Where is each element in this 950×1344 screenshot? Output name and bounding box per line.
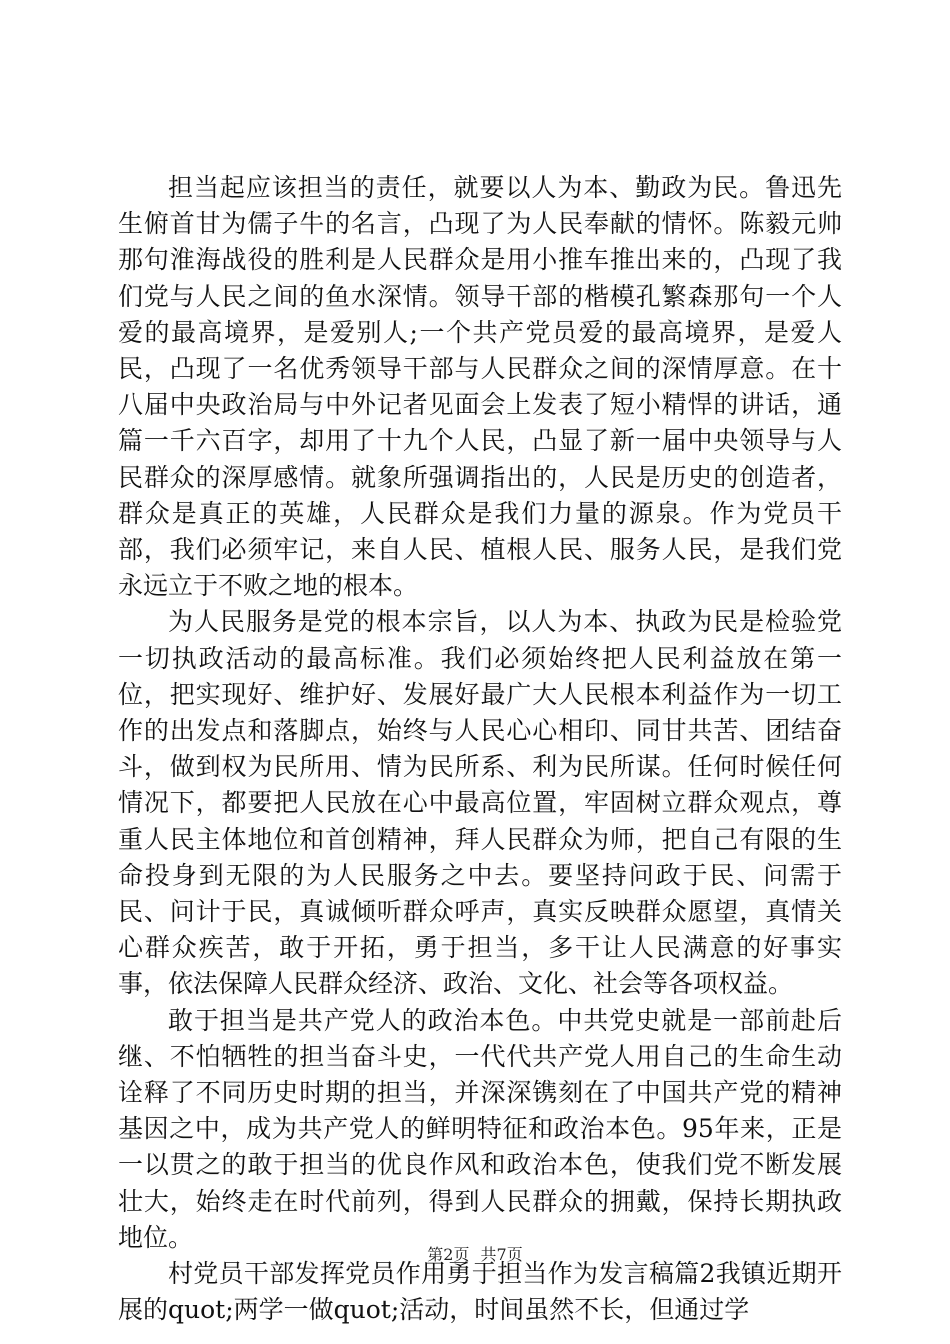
page-total: 共7页 — [480, 1245, 523, 1264]
page-footer — [0, 1245, 950, 1265]
document-body — [118, 170, 842, 1329]
page-number: 第2页 — [427, 1245, 470, 1264]
paragraph-4: 村党员干部发挥党员作用勇于担当作为发言稿篇2我镇近期开展的quot;两学一做quot;活动，时间虽然不长，但通过学 — [118, 1259, 842, 1325]
paragraph-3: 敢于担当是共产党人的政治本色。中共党史就是一部前赴后继、不怕牺牲的担当奋斗史，一代代共产党人用自己的生命生动诠释了不同历史时期的担当，并深深镌刻在了中国共产党的精神基因之中，成为共产党人的鲜明特征和政治本色。95年来，正是一以贯之的敢于担当的优良作风和政治本色，使我们党不断发展壮大，始终走在时代前列，得到人民群众的拥戴，保持长期执政地位。 — [118, 1005, 842, 1252]
paragraph-2: 为人民服务是党的根本宗旨，以人为本、执政为民是检验党一切执政活动的最高标准。我们必须始终把人民利益放在第一位，把实现好、维护好、发展好最广大人民根本利益作为一切工作的出发点和落脚点，始终与人民心心相印、同甘共苦、团结奋斗，做到权为民所用、情为民所系、利为民所谋。任何时候任何情况下，都要把人民放在心中最高位置，牢固树立群众观点，尊重人民主体地位和首创精神，拜人民群众为师，把自己有限的生命投身到无限的为人民服务之中去。要坚持问政于民、问需于民、问计于民，真诚倾听群众呼声，真实反映群众愿望，真情关心群众疾苦，敢于开拓，勇于担当，多干让人民满意的好事实事，依法保障人民群众经济、政治、文化、社会等各项权益。 — [118, 607, 842, 999]
paragraph-1: 担当起应该担当的责任，就要以人为本、勤政为民。鲁迅先生俯首甘为儒子牛的名言，凸现了为人民奉献的情怀。陈毅元帅那句淮海战役的胜利是人民群众是用小推车推出来的，凸现了我们党与人民之间的鱼水深情。领导干部的楷模孔繁森那句一个人爱的最高境界，是爱别人;一个共产党员爱的最高境界，是爱人民，凸现了一名优秀领导干部与人民群众之间的深情厚意。在十八届中央政治局与中外记者见面会上发表了短小精悍的讲话，通篇一千六百字，却用了十九个人民，凸显了新一届中央领导与人民群众的深厚感情。就象所强调指出的，人民是历史的创造者，群众是真正的英雄，人民群众是我们力量的源泉。作为党员干部，我们必须牢记，来自人民、植根人民、服务人民，是我们党永远立于不败之地的根本。 — [118, 173, 842, 601]
